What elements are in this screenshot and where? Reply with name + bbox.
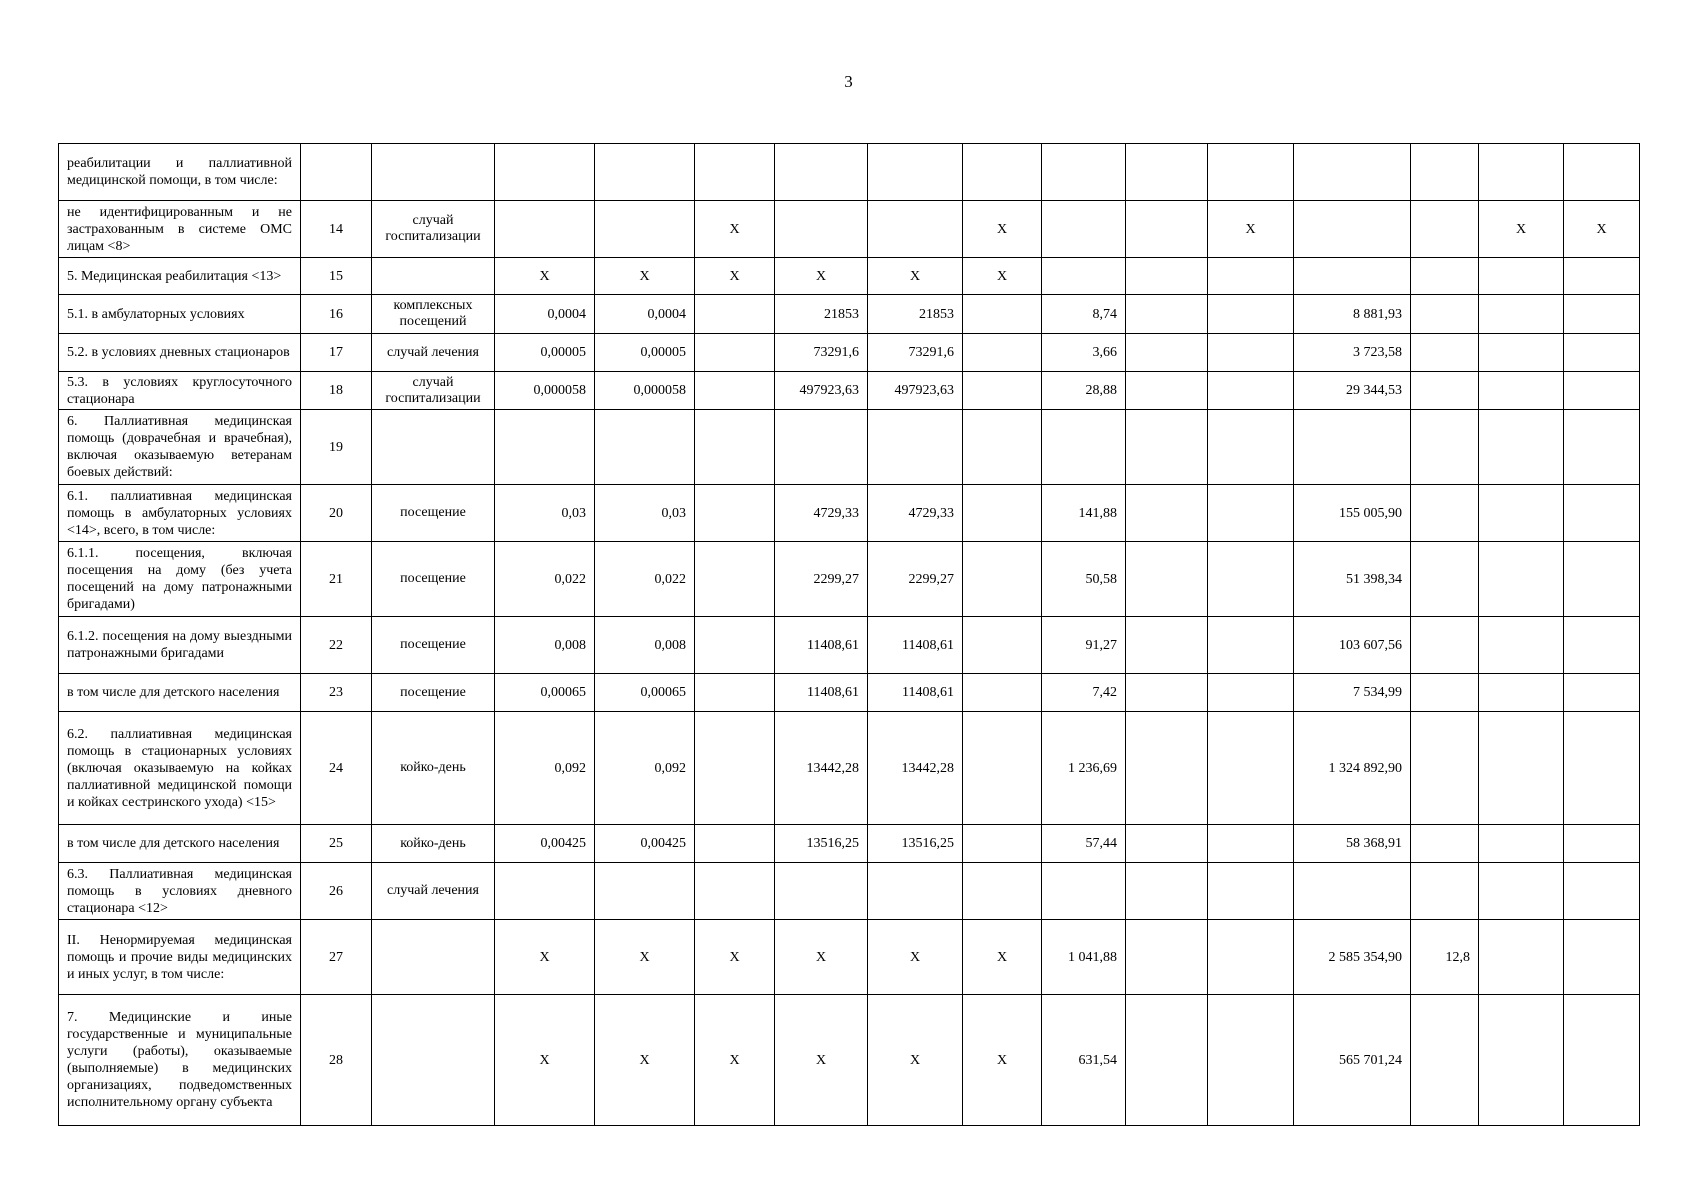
cell-x-col-1: [695, 372, 775, 410]
cell-col-11: [1126, 334, 1208, 372]
cell-value-2: 0,008: [595, 617, 695, 674]
cell-x-col-5: X: [1564, 201, 1640, 258]
table-row: [59, 542, 1640, 617]
cell-x-col-2: [963, 410, 1042, 485]
cell-row-number: 25: [301, 825, 372, 863]
cell-row-name: в том числе для детского населения: [59, 825, 301, 863]
cell-cost-2: 13516,25: [868, 825, 963, 863]
cell-total: [1294, 410, 1411, 485]
cell-x-col-1: [695, 863, 775, 920]
cell-x-col-4: [1479, 258, 1564, 295]
cell-unit: [372, 995, 495, 1126]
cell-x-col-2: [963, 712, 1042, 825]
cell-x-col-1: X: [695, 920, 775, 995]
cell-value-1: 0,022: [495, 542, 595, 617]
cell-total: [1294, 258, 1411, 295]
cell-value-2: X: [595, 258, 695, 295]
cell-x-col-3: [1208, 485, 1294, 542]
cell-per-capita: 91,27: [1042, 617, 1126, 674]
cell-row-name: 5.2. в условиях дневных стационаров: [59, 334, 301, 372]
cell-unit: посещение: [372, 674, 495, 712]
cell-cost-1: [775, 144, 868, 201]
cell-x-col-3: [1208, 863, 1294, 920]
cell-per-capita: 57,44: [1042, 825, 1126, 863]
cell-unit: койко-день: [372, 825, 495, 863]
cell-x-col-5: [1564, 995, 1640, 1126]
cell-col-11: [1126, 144, 1208, 201]
cell-per-capita: [1042, 863, 1126, 920]
cell-col-11: [1126, 201, 1208, 258]
cell-unit: койко-день: [372, 712, 495, 825]
cell-x-col-3: [1208, 617, 1294, 674]
cell-x-col-3: [1208, 334, 1294, 372]
cell-row-number: 26: [301, 863, 372, 920]
cell-x-col-2: X: [963, 920, 1042, 995]
cell-row-number: 19: [301, 410, 372, 485]
table-row: [59, 712, 1640, 825]
cell-x-col-5: [1564, 542, 1640, 617]
cell-x-col-4: [1479, 674, 1564, 712]
cell-x-col-3: [1208, 995, 1294, 1126]
cell-percent: [1411, 485, 1479, 542]
cell-row-number: 24: [301, 712, 372, 825]
cell-col-11: [1126, 617, 1208, 674]
cell-x-col-3: [1208, 144, 1294, 201]
cell-x-col-2: [963, 825, 1042, 863]
cell-col-11: [1126, 410, 1208, 485]
cell-x-col-2: [963, 674, 1042, 712]
cell-x-col-4: [1479, 295, 1564, 334]
cell-unit: [372, 920, 495, 995]
cell-per-capita: 8,74: [1042, 295, 1126, 334]
cell-row-name: 5.3. в условиях круглосуточного стационара: [59, 372, 301, 410]
cell-value-1: X: [495, 995, 595, 1126]
cell-value-2: [595, 410, 695, 485]
cell-row-name: 5. Медицинская реабилитация <13>: [59, 258, 301, 295]
cell-per-capita: [1042, 410, 1126, 485]
cell-x-col-1: X: [695, 995, 775, 1126]
cell-total: 155 005,90: [1294, 485, 1411, 542]
cell-cost-2: 11408,61: [868, 674, 963, 712]
cell-x-col-2: [963, 485, 1042, 542]
cell-cost-2: 2299,27: [868, 542, 963, 617]
cell-x-col-4: X: [1479, 201, 1564, 258]
cell-cost-2: 21853: [868, 295, 963, 334]
cell-per-capita: 631,54: [1042, 995, 1126, 1126]
cell-x-col-4: [1479, 712, 1564, 825]
cell-x-col-3: [1208, 542, 1294, 617]
cell-unit: случай госпитализации: [372, 372, 495, 410]
cell-row-name: II. Ненормируемая медицинская помощь и прочие виды медицинских и иных услуг, в том числе:: [59, 920, 301, 995]
cell-x-col-2: [963, 295, 1042, 334]
cell-row-name: в том числе для детского населения: [59, 674, 301, 712]
cell-row-name: реабилитации и паллиативной медицинской помощи, в том числе:: [59, 144, 301, 201]
cell-total: [1294, 863, 1411, 920]
cell-percent: [1411, 410, 1479, 485]
cell-cost-2: 73291,6: [868, 334, 963, 372]
cell-x-col-5: [1564, 295, 1640, 334]
cell-unit: [372, 410, 495, 485]
cell-row-number: 22: [301, 617, 372, 674]
cell-x-col-1: [695, 144, 775, 201]
cell-row-number: 20: [301, 485, 372, 542]
table-row: [59, 617, 1640, 674]
cell-value-2: 0,00005: [595, 334, 695, 372]
cell-percent: [1411, 144, 1479, 201]
cell-x-col-5: [1564, 485, 1640, 542]
table-row: [59, 995, 1640, 1126]
cell-x-col-2: X: [963, 258, 1042, 295]
cell-value-2: [595, 144, 695, 201]
cell-x-col-1: [695, 712, 775, 825]
table-row: [59, 674, 1640, 712]
cell-col-11: [1126, 825, 1208, 863]
cell-value-2: 0,022: [595, 542, 695, 617]
cell-total: 103 607,56: [1294, 617, 1411, 674]
cell-col-11: [1126, 542, 1208, 617]
cell-x-col-3: [1208, 825, 1294, 863]
table-row: [59, 258, 1640, 295]
cell-x-col-1: [695, 295, 775, 334]
cell-value-1: 0,03: [495, 485, 595, 542]
cell-x-col-4: [1479, 485, 1564, 542]
cell-x-col-1: [695, 542, 775, 617]
cell-cost-2: [868, 201, 963, 258]
cell-total: 29 344,53: [1294, 372, 1411, 410]
cell-row-number: 23: [301, 674, 372, 712]
cell-value-1: 0,00005: [495, 334, 595, 372]
cell-x-col-2: [963, 542, 1042, 617]
cell-x-col-5: [1564, 617, 1640, 674]
cell-cost-2: [868, 863, 963, 920]
cell-x-col-3: X: [1208, 201, 1294, 258]
cell-value-1: [495, 201, 595, 258]
cell-value-1: 0,00425: [495, 825, 595, 863]
cell-x-col-4: [1479, 920, 1564, 995]
cell-value-1: X: [495, 920, 595, 995]
cell-col-11: [1126, 712, 1208, 825]
cell-total: 51 398,34: [1294, 542, 1411, 617]
cell-x-col-2: [963, 617, 1042, 674]
cell-row-name: 6.2. паллиативная медицинская помощь в стационарных условиях (включая оказываемую на койках паллиативной медицинской помощи и койках сестринского ухода) <15>: [59, 712, 301, 825]
cell-cost-1: [775, 410, 868, 485]
cell-total: 1 324 892,90: [1294, 712, 1411, 825]
cell-value-1: 0,0004: [495, 295, 595, 334]
cell-unit: посещение: [372, 617, 495, 674]
cell-percent: 12,8: [1411, 920, 1479, 995]
table-row: [59, 825, 1640, 863]
cell-cost-1: 4729,33: [775, 485, 868, 542]
cell-unit: случай госпитализации: [372, 201, 495, 258]
table-row: [59, 295, 1640, 334]
cell-x-col-4: [1479, 542, 1564, 617]
cell-value-2: 0,00425: [595, 825, 695, 863]
cell-cost-2: 13442,28: [868, 712, 963, 825]
cell-value-2: X: [595, 995, 695, 1126]
cell-x-col-3: [1208, 920, 1294, 995]
cell-x-col-1: [695, 410, 775, 485]
cell-cost-1: 13516,25: [775, 825, 868, 863]
cell-unit: посещение: [372, 485, 495, 542]
cell-x-col-2: [963, 144, 1042, 201]
cell-unit: [372, 258, 495, 295]
cell-per-capita: 50,58: [1042, 542, 1126, 617]
cell-percent: [1411, 295, 1479, 334]
cell-x-col-5: [1564, 920, 1640, 995]
cell-value-1: 0,00065: [495, 674, 595, 712]
table-row: [59, 372, 1640, 410]
cell-cost-2: 11408,61: [868, 617, 963, 674]
cell-cost-2: X: [868, 258, 963, 295]
cell-unit: комплексных посещений: [372, 295, 495, 334]
cell-per-capita: 7,42: [1042, 674, 1126, 712]
cell-per-capita: [1042, 144, 1126, 201]
cell-value-1: [495, 863, 595, 920]
cell-cost-2: 4729,33: [868, 485, 963, 542]
cell-value-2: 0,0004: [595, 295, 695, 334]
cell-col-11: [1126, 863, 1208, 920]
cell-row-number: 16: [301, 295, 372, 334]
cell-percent: [1411, 995, 1479, 1126]
cell-cost-1: 11408,61: [775, 674, 868, 712]
cell-percent: [1411, 201, 1479, 258]
cell-percent: [1411, 542, 1479, 617]
cell-value-2: 0,03: [595, 485, 695, 542]
cell-value-2: 0,092: [595, 712, 695, 825]
cell-x-col-5: [1564, 334, 1640, 372]
cell-col-11: [1126, 372, 1208, 410]
cell-col-11: [1126, 920, 1208, 995]
cell-x-col-3: [1208, 674, 1294, 712]
cell-x-col-3: [1208, 372, 1294, 410]
table-row: [59, 485, 1640, 542]
cell-per-capita: 28,88: [1042, 372, 1126, 410]
cell-percent: [1411, 863, 1479, 920]
cell-cost-2: [868, 144, 963, 201]
cell-cost-1: [775, 863, 868, 920]
cell-total: [1294, 144, 1411, 201]
cell-cost-1: 2299,27: [775, 542, 868, 617]
cell-cost-1: 21853: [775, 295, 868, 334]
cell-x-col-4: [1479, 863, 1564, 920]
cell-cost-1: 73291,6: [775, 334, 868, 372]
cell-x-col-5: [1564, 712, 1640, 825]
cell-row-name: 6.1.1. посещения, включая посещения на дому (без учета посещений на дому патронажными бригадами): [59, 542, 301, 617]
cell-x-col-1: [695, 485, 775, 542]
cell-percent: [1411, 674, 1479, 712]
cell-cost-2: 497923,63: [868, 372, 963, 410]
cell-per-capita: [1042, 201, 1126, 258]
cell-col-11: [1126, 674, 1208, 712]
table-row: [59, 863, 1640, 920]
table-row: [59, 201, 1640, 258]
cell-row-name: не идентифицированным и не застрахованным в системе ОМС лицам <8>: [59, 201, 301, 258]
cell-x-col-4: [1479, 617, 1564, 674]
cell-cost-2: X: [868, 920, 963, 995]
cell-x-col-1: [695, 825, 775, 863]
cell-row-number: 18: [301, 372, 372, 410]
cell-x-col-2: [963, 372, 1042, 410]
cell-x-col-4: [1479, 995, 1564, 1126]
cell-value-1: [495, 144, 595, 201]
cell-cost-2: X: [868, 995, 963, 1126]
cell-per-capita: 1 041,88: [1042, 920, 1126, 995]
cell-row-number: 14: [301, 201, 372, 258]
cell-cost-1: 13442,28: [775, 712, 868, 825]
cell-col-11: [1126, 258, 1208, 295]
cell-x-col-5: [1564, 674, 1640, 712]
cell-x-col-2: X: [963, 995, 1042, 1126]
cell-cost-1: 11408,61: [775, 617, 868, 674]
cell-x-col-2: X: [963, 201, 1042, 258]
cell-value-2: 0,00065: [595, 674, 695, 712]
cell-x-col-3: [1208, 712, 1294, 825]
cell-unit: случай лечения: [372, 334, 495, 372]
table-row: [59, 144, 1640, 201]
cell-row-name: 6.1. паллиативная медицинская помощь в амбулаторных условиях <14>, всего, в том числе:: [59, 485, 301, 542]
cell-percent: [1411, 334, 1479, 372]
cell-total: [1294, 201, 1411, 258]
cell-x-col-1: X: [695, 258, 775, 295]
cell-row-number: 17: [301, 334, 372, 372]
cell-x-col-4: [1479, 334, 1564, 372]
cell-total: 2 585 354,90: [1294, 920, 1411, 995]
cell-cost-1: 497923,63: [775, 372, 868, 410]
cell-unit: посещение: [372, 542, 495, 617]
cell-row-name: 6.1.2. посещения на дому выездными патронажными бригадами: [59, 617, 301, 674]
cell-percent: [1411, 372, 1479, 410]
cell-value-2: [595, 201, 695, 258]
data-table: [58, 143, 1640, 1126]
cell-value-1: 0,008: [495, 617, 595, 674]
page-number: 3: [844, 72, 853, 91]
cell-x-col-2: [963, 334, 1042, 372]
cell-x-col-5: [1564, 144, 1640, 201]
cell-per-capita: 141,88: [1042, 485, 1126, 542]
table-row: [59, 920, 1640, 995]
cell-percent: [1411, 258, 1479, 295]
cell-value-1: 0,000058: [495, 372, 595, 410]
cell-percent: [1411, 825, 1479, 863]
cell-total: 58 368,91: [1294, 825, 1411, 863]
cell-row-name: 5.1. в амбулаторных условиях: [59, 295, 301, 334]
cell-x-col-1: [695, 334, 775, 372]
cell-row-number: 15: [301, 258, 372, 295]
cell-x-col-5: [1564, 825, 1640, 863]
cell-x-col-1: [695, 674, 775, 712]
cell-cost-1: [775, 201, 868, 258]
cell-value-2: X: [595, 920, 695, 995]
cell-per-capita: 1 236,69: [1042, 712, 1126, 825]
table-row: [59, 410, 1640, 485]
cell-x-col-3: [1208, 295, 1294, 334]
cell-per-capita: [1042, 258, 1126, 295]
cell-row-name: 7. Медицинские и иные государственные и муниципальные услуги (работы), оказываемые (выполняемые) в медицинских организациях, подведомственных исполнительному органу субъекта: [59, 995, 301, 1126]
table-body: [59, 144, 1640, 1126]
table-row: [59, 334, 1640, 372]
cell-value-2: 0,000058: [595, 372, 695, 410]
cell-row-number: 21: [301, 542, 372, 617]
cell-col-11: [1126, 995, 1208, 1126]
cell-col-11: [1126, 295, 1208, 334]
cell-row-number: 27: [301, 920, 372, 995]
cell-total: 8 881,93: [1294, 295, 1411, 334]
cell-value-1: 0,092: [495, 712, 595, 825]
cell-x-col-1: X: [695, 201, 775, 258]
cell-per-capita: 3,66: [1042, 334, 1126, 372]
cell-row-name: 6. Паллиативная медицинская помощь (доврачебная и врачебная), включая оказываемую ветеранам боевых действий:: [59, 410, 301, 485]
cell-unit: случай лечения: [372, 863, 495, 920]
cell-value-1: X: [495, 258, 595, 295]
cell-x-col-3: [1208, 258, 1294, 295]
cell-row-name: 6.3. Паллиативная медицинская помощь в условиях дневного стационара <12>: [59, 863, 301, 920]
cell-value-1: [495, 410, 595, 485]
cell-row-number: 28: [301, 995, 372, 1126]
cell-percent: [1411, 617, 1479, 674]
cell-x-col-4: [1479, 410, 1564, 485]
cell-total: 565 701,24: [1294, 995, 1411, 1126]
cell-total: 7 534,99: [1294, 674, 1411, 712]
cell-row-number: [301, 144, 372, 201]
cell-unit: [372, 144, 495, 201]
cell-x-col-4: [1479, 144, 1564, 201]
cell-x-col-2: [963, 863, 1042, 920]
cell-x-col-5: [1564, 258, 1640, 295]
cell-x-col-5: [1564, 863, 1640, 920]
cell-x-col-4: [1479, 825, 1564, 863]
cell-x-col-4: [1479, 372, 1564, 410]
cell-cost-2: [868, 410, 963, 485]
cell-value-2: [595, 863, 695, 920]
cell-total: 3 723,58: [1294, 334, 1411, 372]
cell-x-col-3: [1208, 410, 1294, 485]
cell-col-11: [1126, 485, 1208, 542]
cell-x-col-5: [1564, 372, 1640, 410]
cell-percent: [1411, 712, 1479, 825]
cell-cost-1: X: [775, 995, 868, 1126]
cell-cost-1: X: [775, 920, 868, 995]
cell-cost-1: X: [775, 258, 868, 295]
cell-x-col-1: [695, 617, 775, 674]
cell-x-col-5: [1564, 410, 1640, 485]
